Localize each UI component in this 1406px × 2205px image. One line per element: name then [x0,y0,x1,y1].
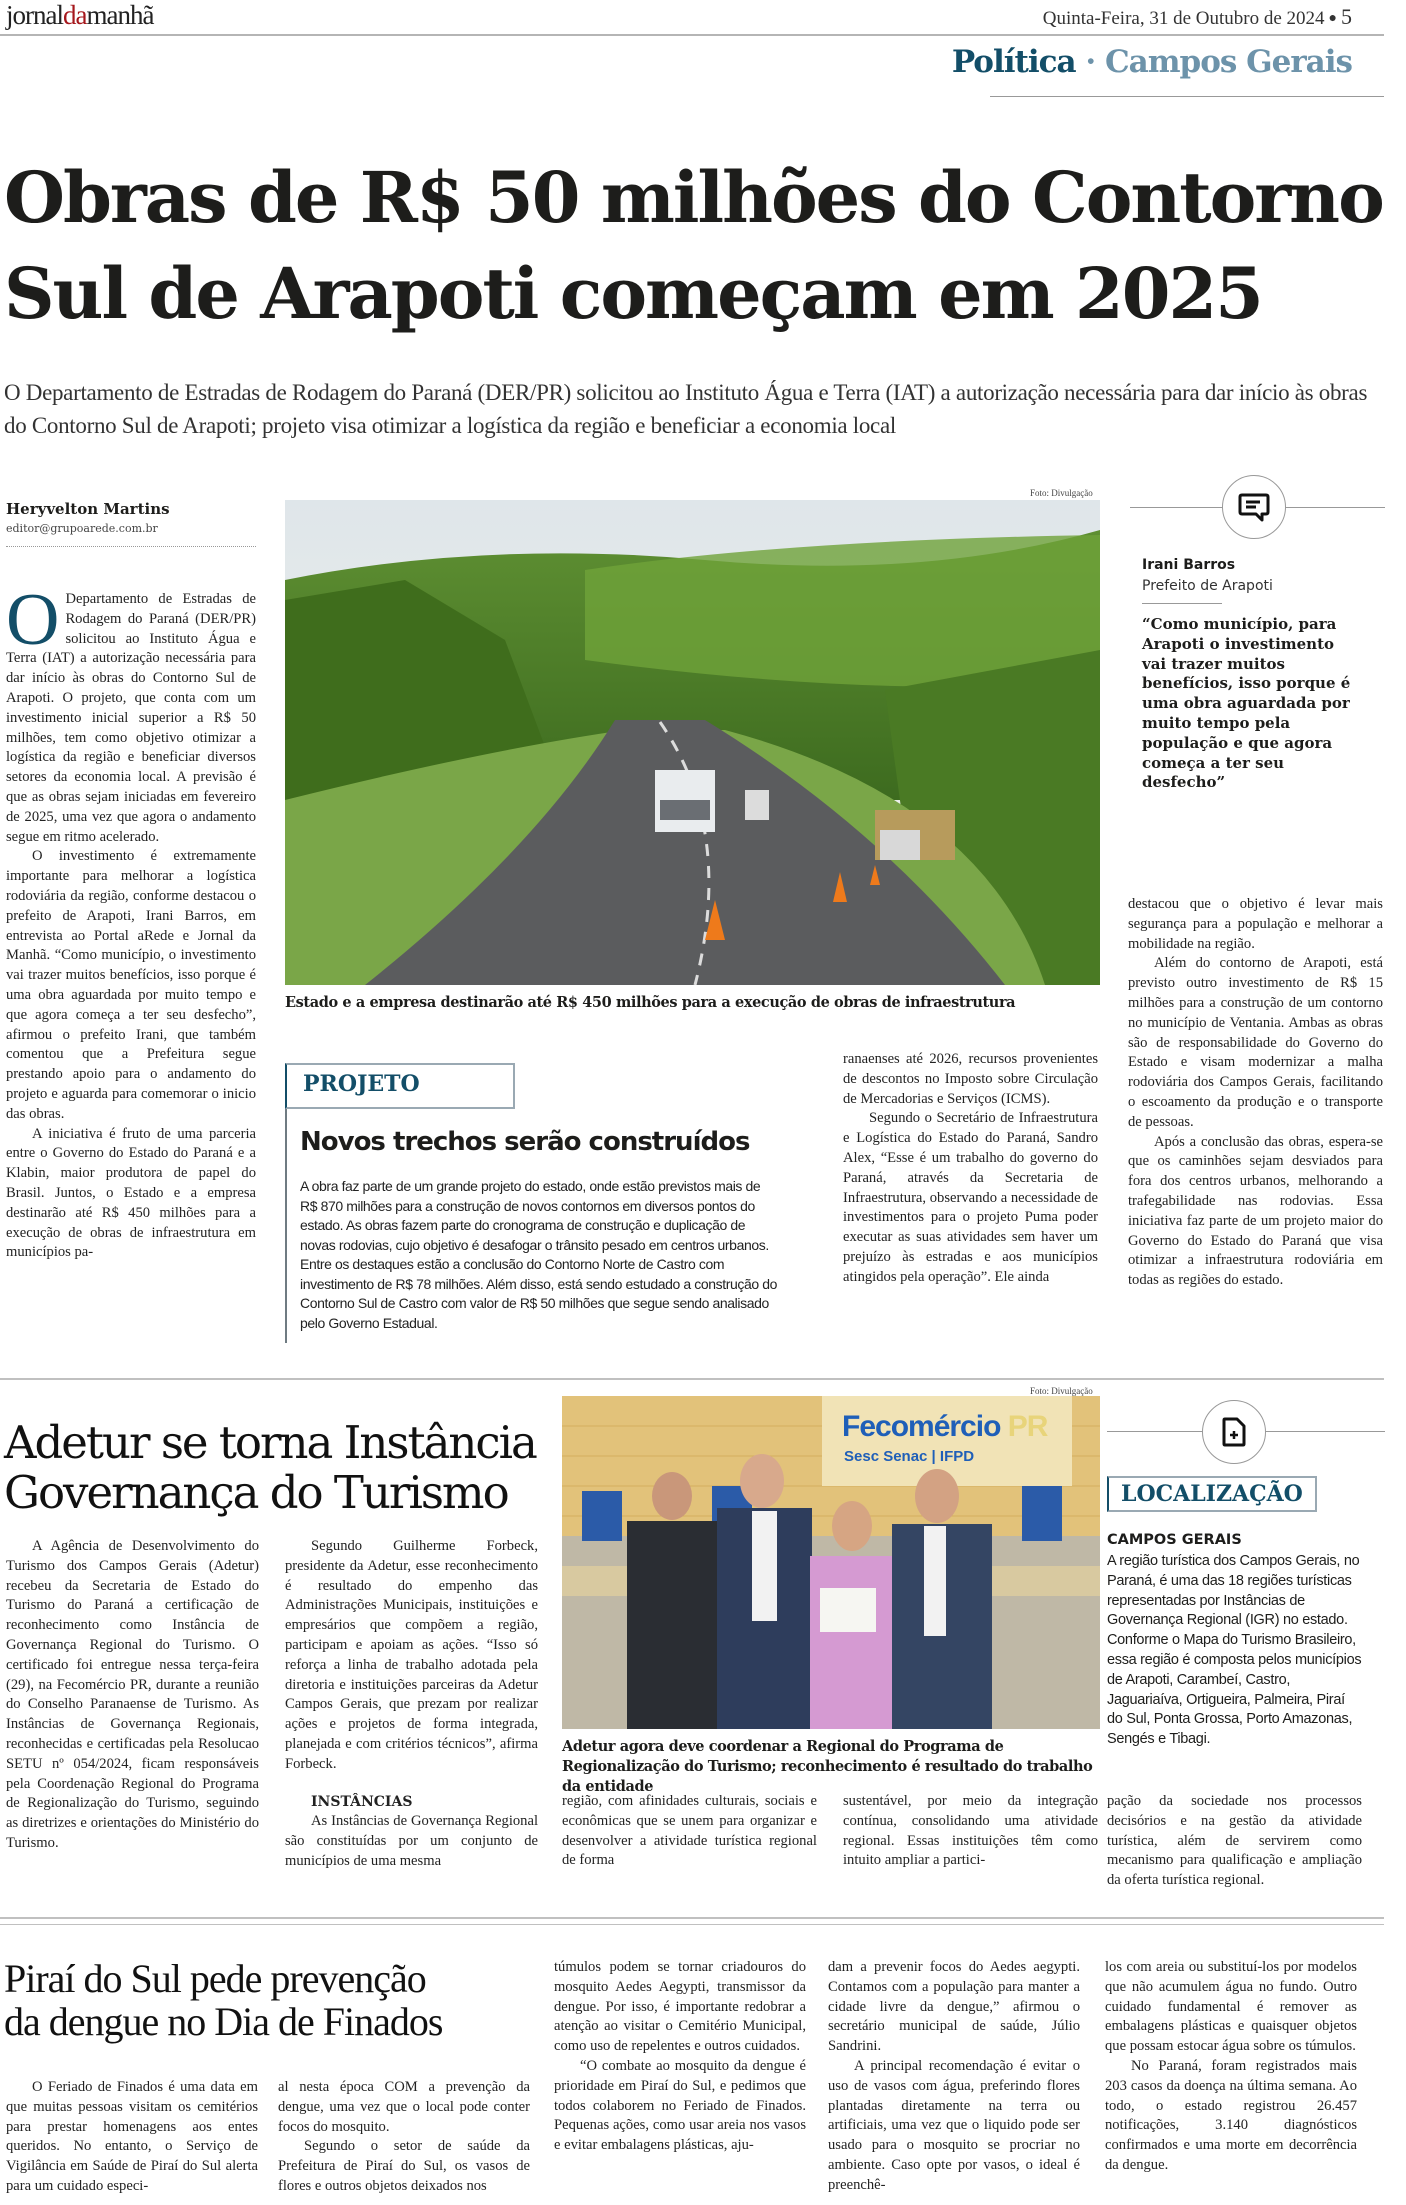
article2-headline [4,1418,536,1518]
ceremony-photo-illustration [562,1396,1100,1729]
author-name: Heryvelton Martins [6,500,170,518]
headline-line: Obras de R$ 50 milhões do Contorno [4,156,1383,239]
dateline [1043,4,1352,30]
photo-sign [842,1410,1047,1444]
bullet-icon: ● [1328,11,1337,26]
section-separator: · [1085,44,1096,80]
article2-column-1 [6,1537,259,1854]
article-separator [0,1924,1384,1925]
paragraph: Departamento de Estradas de Rodagem do Paraná (DER/PR) solicitou ao Instituto Água e Terra (IAT) a autorização necessária para dar início às obras do Contorno Sul de Arapoti. O projeto, que conta com um investimento inicial superior a R$ 50 milhões, tem como objetivo otimizar a logística da região e beneficiar diversos setores da economia local. A previsão é que as obras sejam iniciadas em fevereiro de 2025, uma vez que agora o andamento segue em ritmo acelerado. [6,591,256,845]
byline-divider [6,546,256,547]
paragraph: A Agência de Desenvolvimento do Turismo dos Campos Gerais (Adetur) recebeu da Secretaria de Estado do Turismo do Paraná a certificação de reconhecimento como Instância de Governança Regional do Turismo. O certificado foi entregue nessa terça-feira (29), na Fecomércio PR, durante a reunião do Conselho Paranaense de Turismo. As Instâncias de Governança Regionais, reconhecidas e certificadas pela Resolucao SETU nº 054/2024, ficam responsáveis pela Coordenação Regional do Programa de Regionalização do Turismo, seguindo as diretrizes e orientações do Ministério do Turismo. [6,1538,259,1851]
article-separator [0,1917,1384,1919]
headline-line: da dengue no Dia de Finados [4,1999,443,2044]
article-separator [0,1378,1384,1380]
issue-date: Quinta-Feira, 31 de Outubro de 2024 [1042,8,1325,29]
sign-subtext: Sesc Senac | IFPD [844,1448,975,1465]
paragraph: O investimento é extremamente importante para melhorar a logística rodoviária da região, conforme destacou o prefeito de Arapoti, Irani Barros, em entrevista ao Portal aRede e Jornal da Manhã. “Como município, o investimento vai trazer muitos benefícios, isso porque é uma obra aguardada por muito tempo e que agora começa a ter seu desfecho”, afirmou o prefeito Irani, que também comentou que a Prefeitura segue prestando apoio para o andamento do projeto e aguarda para comemorar o inicio das obras. [6,848,256,1122]
article3-column-5 [1105,1958,1357,2176]
section-label [952,44,1352,80]
projeto-tag: PROJETO [285,1063,515,1109]
road-photo [285,500,1100,985]
road-photo-illustration [285,500,1100,985]
paragraph: A iniciativa é fruto de uma parceria entre o Governo do Estado do Paraná e a Klabin, maior produtora de papel do Brasil. Juntos, o Estado e a empresa destinarão até R$ 450 milhões para a execução de obras de infraestrutura em municípios pa- [6,1125,256,1261]
document-plus-icon [1222,1417,1246,1447]
article2-column-4 [843,1792,1098,1871]
photo-caption: Adetur agora deve coordenar a Regional do Programa de Regionalização do Turismo; reconhecimento é resultado do trabalho da entidade [562,1738,1093,1795]
paragraph: Após a conclusão das obras, espera-se que os caminhões sejam desviados para fora dos centros urbanos, melhorando a trafegabilidade nas rodovias. Essa iniciativa faz parte de um projeto maior do Governo do Estado do Paraná que visa otimizar a infraestrutura rodoviária em todas as regiões do estado. [1128,1133,1383,1289]
subhead: INSTÂNCIAS [311,1793,413,1810]
paragraph: destacou que o objetivo é levar mais segurança para a população e melhorar a mobilidade na região. [1128,896,1383,952]
localizacao-heading: CAMPOS GERAIS [1107,1532,1242,1548]
author-email[interactable]: editor@grupoarede.com.br [6,522,158,535]
paragraph: No Paraná, foram registrados mais 203 casos da doença na última semana. Ao todo, o estado registrou 26.457 notificações, 3.140 diagnósticos confirmados e uma morte em decorrência da dengue. [1105,2057,1357,2173]
subsection-name: Campos Gerais [1104,44,1352,80]
drop-cap: O [6,579,60,661]
article3-headline [4,1957,442,2043]
article3-column-1 [6,2078,258,2197]
paragraph: túmulos podem se tornar criadouros do mosquito Aedes Aegypti, transmissor da dengue. Por isso, é importante redobrar a atenção ao visitar o Cemitério Municipal, como uso de repelentes e outros cuidados. [554,1959,806,2055]
article1-column-3 [843,1050,1098,1288]
quote-divider [1142,603,1222,604]
article1-column-1 [6,579,256,1263]
quote-person-role: Prefeito de Arapoti [1142,578,1273,594]
article2-column-3 [562,1792,817,1871]
pull-quote: “Como município, para Arapoti o investimento vai trazer muitos benefícios, isso porque é uma obra aguardada por muito tempo pela população e que agora começa a ter seu desfecho” [1142,615,1351,792]
article2-column-2 [285,1537,538,1872]
article3-column-4 [828,1958,1080,2196]
photo-credit: Foto: Divulgação [1030,1386,1093,1396]
quote-icon-circle [1222,475,1286,539]
article-deck: O Departamento de Estradas de Rodagem do Paraná (DER/PR) solicitou ao Instituto Água e Terra (IAT) a autorização necessária para dar início às obras do Contorno Sul de Arapoti; projeto visa otimizar a logística da região e beneficiar a economia local [4,380,1368,438]
paragraph: ranaenses até 2026, recursos provenientes de descontos no Imposto sobre Circulação de Mercadorias e Serviços (ICMS). [843,1051,1098,1107]
paragraph: Segundo o setor de saúde da Prefeitura de Piraí do Sul, os vasos de flores e outros objetos deixados nos [278,2138,530,2194]
photo-caption: Estado e a empresa destinarão até R$ 450 milhões para a execução de obras de infraestrutura [285,994,1016,1011]
article3-column-2 [278,2078,530,2197]
header-rule [0,34,1384,36]
paragraph: los com areia ou substituí-los por modelos que não acumulem água no fundo. Outro cuidado fundamental é remover as embalagens plásticas e quaisquer objetos que possam estocar água sobre os túmulos. [1105,1959,1357,2055]
localizacao-icon-circle [1202,1400,1266,1464]
paragraph: “O combate ao mosquito da dengue é prioridade em Piraí do Sul, e pedimos que todos colaborem no Feriado de Finados. Pequenas ações, como usar areia nos vasos e evitar embalagens plásticas, aju- [554,2057,806,2154]
headline-line: Sul de Arapoti começam em 2025 [4,252,1262,335]
paragraph: al nesta época COM a prevenção da dengue, uma vez que o local pode conter focos do mosquito. [278,2079,530,2135]
projeto-body: A obra faz parte de um grande projeto do estado, onde estão previstos mais de R$ 870 milhões para a construção de novos contornos em diversos pontos do estado. As obras fazem parte do cronograma de construção e duplicação de novas rodovias, cujo objetivo é desafogar o trânsito pesado em centros urbanos. Entre os destaques estão a conclusão do Contorno Norte de Castro com investimento de R$ 78 milhões. Além disso, está sendo estudado a construção do Contorno Sul de Castro com valor de R$ 50 milhões que segue sendo analisado pelo Governo Estadual. [300,1178,777,1331]
page-number: 5 [1341,4,1352,29]
chat-bubble-icon [1238,492,1270,522]
paragraph: Além do contorno de Arapoti, está previsto outro investimento de R$ 15 milhões para a construção de um contorno no município de Ventania. Ambas as obras são de responsabilidade do Governo do Estado e visam modernizar a malha rodoviária dos Campos Gerais, facilitando o escoamento da produção e o transporte de pessoas. [1128,955,1383,1130]
masthead-part-red: da [62,0,87,30]
masthead-logo [6,0,153,31]
masthead-part: manhã [86,0,154,30]
sign-text: PR [1007,1410,1048,1443]
article2-column-5 [1107,1792,1362,1891]
paragraph: Segundo o Secretário de Infraestrutura e Logística do Estado do Paraná, Sandro Alex, “Esse é um trabalho do governo do Paraná, através da Secretaria de Infraestrutura, observando a necessidade de investimentos para o projeto Puma poder executar as suas atividades sem haver um prejuízo às estradas e aos municípios atingidos pela operação”. Ele ainda [843,1110,1098,1285]
section-name: Política [951,44,1076,80]
localizacao-tag: LOCALIZAÇÃO [1107,1476,1317,1512]
ceremony-photo [562,1396,1100,1729]
main-headline [4,150,1384,342]
paragraph: região, com afinidades culturais, sociais e econômicas que se unem para organizar e desenvolver a atividade turística regional de forma [562,1793,817,1869]
paragraph: sustentável, por meio da integração contínua, consolidando uma atividade regional. Essas instituições têm como intuito ampliar a partici- [843,1793,1098,1869]
localizacao-body: A região turística dos Campos Gerais, no Paraná, é uma das 18 regiões turísticas representadas por Instâncias de Governança Regional (IGR) no estado. Conforme o Mapa do Turismo Brasileiro, essa região é composta pelos municípios de Arapoti, Carambeí, Castro, Jaguariaíva, Ortigueira, Palmeira, Piraí do Sul, Ponta Grossa, Porto Amazonas, Sengés e Tibagi. [1107,1553,1362,1748]
paragraph: A principal recomendação é evitar o uso de vasos com água, preferindo flores plantadas diretamente na terra ou artificiais, uma vez que o liquido pode ser usado para o mosquito se procriar no ambiente. Caso opte por vasos, o ideal é preenchê- [828,2057,1080,2193]
headline-line: Adetur se torna Instância [4,1416,536,1469]
article3-column-3 [554,1958,806,2156]
paragraph: pação da sociedade nos processos decisórios e na gestão da atividade turística, além de servirem como mecanismo para qualificação e ampliação da oferta turística regional. [1107,1793,1362,1889]
article1-column-4 [1128,895,1383,1291]
headline-line: Governança do Turismo [4,1466,508,1519]
section-rule [990,96,1384,97]
headline-line: Piraí do Sul pede prevenção [4,1956,426,2001]
quote-person-name: Irani Barros [1142,557,1236,573]
paragraph: Segundo Guilherme Forbeck, presidente da Adetur, esse reconhecimento é resultado do empenho das Administrações Municipais, instituições e empresários que compõem a região, participam e apoiam as ações. “Isso só reforça a linha de trabalho adotada pela diretoria e instituições parceiras da Adetur Campos Gerais, que prezam por realizar ações e projetos de forma integrada, planejada e com critérios técnicos”, afirma Forbeck. [285,1538,538,1772]
projeto-title: Novos trechos serão construídos [300,1127,750,1157]
paragraph: O Feriado de Finados é uma data em que muitas pessoas visitam os cemitérios para prestar homenagens aos entes queridos. No entanto, o Serviço de Vigilância em Saúde de Piraí do Sul alerta para um cuidado especi- [6,2079,258,2194]
sign-text: Fecomércio [842,1410,1001,1443]
paragraph: As Instâncias de Governança Regional são constituídas por um conjunto de municípios de uma mesma [285,1813,538,1869]
paragraph: dam a prevenir focos do Aedes aegypti. Contamos com a população para manter a cidade livre da dengue,” afirmou o secretário municipal de saúde, Júlio Sandrini. [828,1959,1080,2055]
masthead-part: jornal [6,0,63,30]
photo-credit: Foto: Divulgação [1030,488,1093,498]
